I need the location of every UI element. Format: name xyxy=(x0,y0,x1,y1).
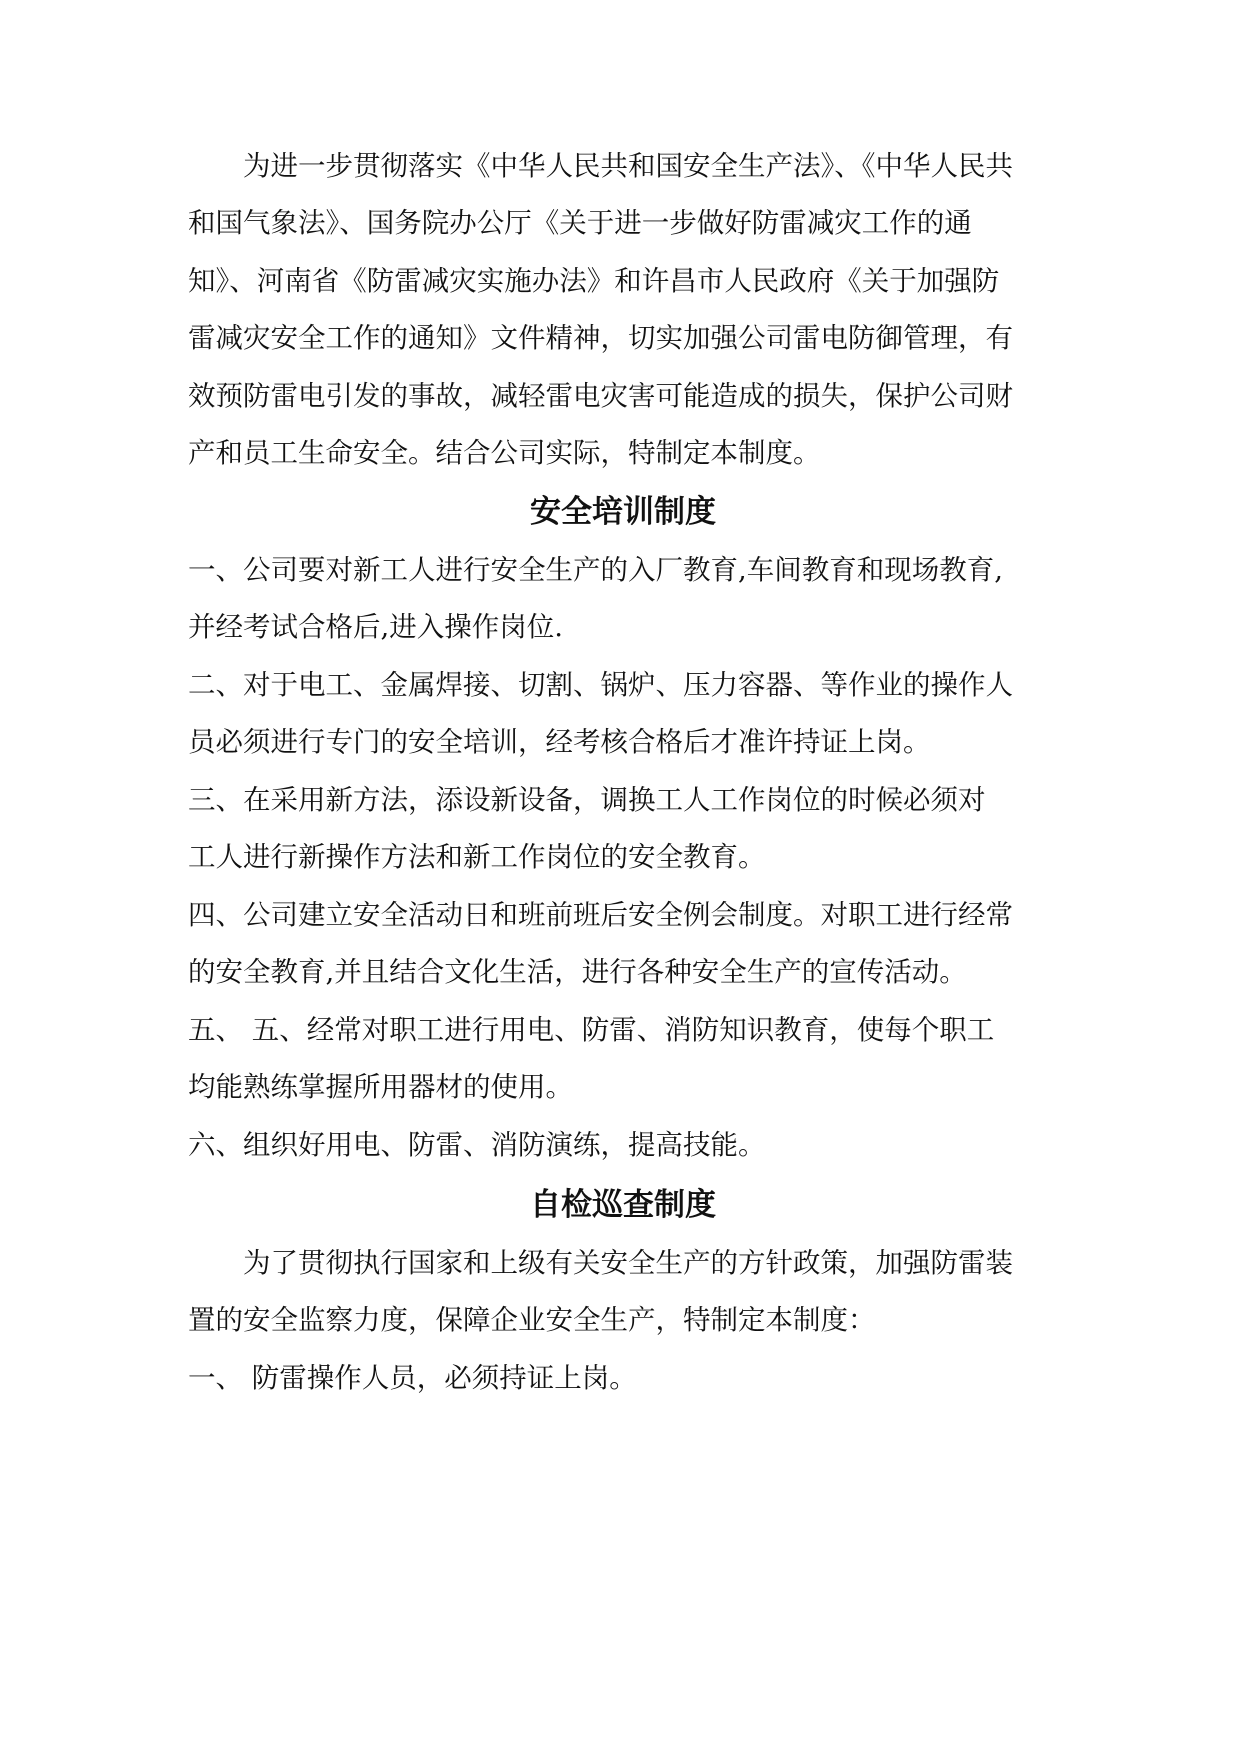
training-line: 一、公司要对新工人进行安全生产的入厂教育,车间教育和现场教育, xyxy=(188,554,1003,586)
intro-line: 知》、河南省《防雷减灾实施办法》和许昌市人民政府《关于加强防 xyxy=(188,265,1000,297)
training-line: 员必须进行专门的安全培训，经考核合格后才准许持证上岗。 xyxy=(188,726,931,758)
intro-line: 为进一步贯彻落实《中华人民共和国安全生产法》、《中华人民共 xyxy=(188,150,1013,182)
inspection-line: 置的安全监察力度，保障企业安全生产，特制定本制度： xyxy=(188,1304,876,1336)
training-line: 的安全教育,并且结合文化生活，进行各种安全生产的宣传活动。 xyxy=(188,956,967,988)
training-line: 六、组织好用电、防雷、消防演练，提高技能。 xyxy=(188,1129,766,1161)
training-line: 二、对于电工、金属焊接、切割、锅炉、压力容器、等作业的操作人 xyxy=(188,669,1013,701)
section-title-inspection: 自检巡查制度 xyxy=(530,1187,716,1223)
training-line: 工人进行新操作方法和新工作岗位的安全教育。 xyxy=(188,841,766,873)
inspection-line: 一、 防雷操作人员，必须持证上岗。 xyxy=(188,1362,637,1394)
training-line: 四、公司建立安全活动日和班前班后安全例会制度。对职工进行经常 xyxy=(188,899,1013,931)
training-line: 并经考试合格后,进入操作岗位. xyxy=(188,611,563,643)
training-line: 均能熟练掌握所用器材的使用。 xyxy=(188,1071,573,1103)
section-title-training: 安全培训制度 xyxy=(530,494,716,530)
training-line: 三、在采用新方法，添设新设备，调换工人工作岗位的时候必须对 xyxy=(188,784,986,816)
intro-line: 产和员工生命安全。结合公司实际，特制定本制度。 xyxy=(188,437,821,469)
intro-line: 效预防雷电引发的事故，减轻雷电灾害可能造成的损失，保护公司财 xyxy=(188,380,1013,412)
intro-line: 和国气象法》、国务院办公厅《关于进一步做好防雷减灾工作的通 xyxy=(188,207,972,239)
intro-line: 雷减灾安全工作的通知》文件精神，切实加强公司雷电防御管理，有 xyxy=(188,322,1013,354)
inspection-line: 为了贯彻执行国家和上级有关安全生产的方针政策，加强防雷装 xyxy=(188,1247,1013,1279)
training-line: 五、 五、经常对职工进行用电、防雷、消防知识教育，使每个职工 xyxy=(188,1014,995,1046)
